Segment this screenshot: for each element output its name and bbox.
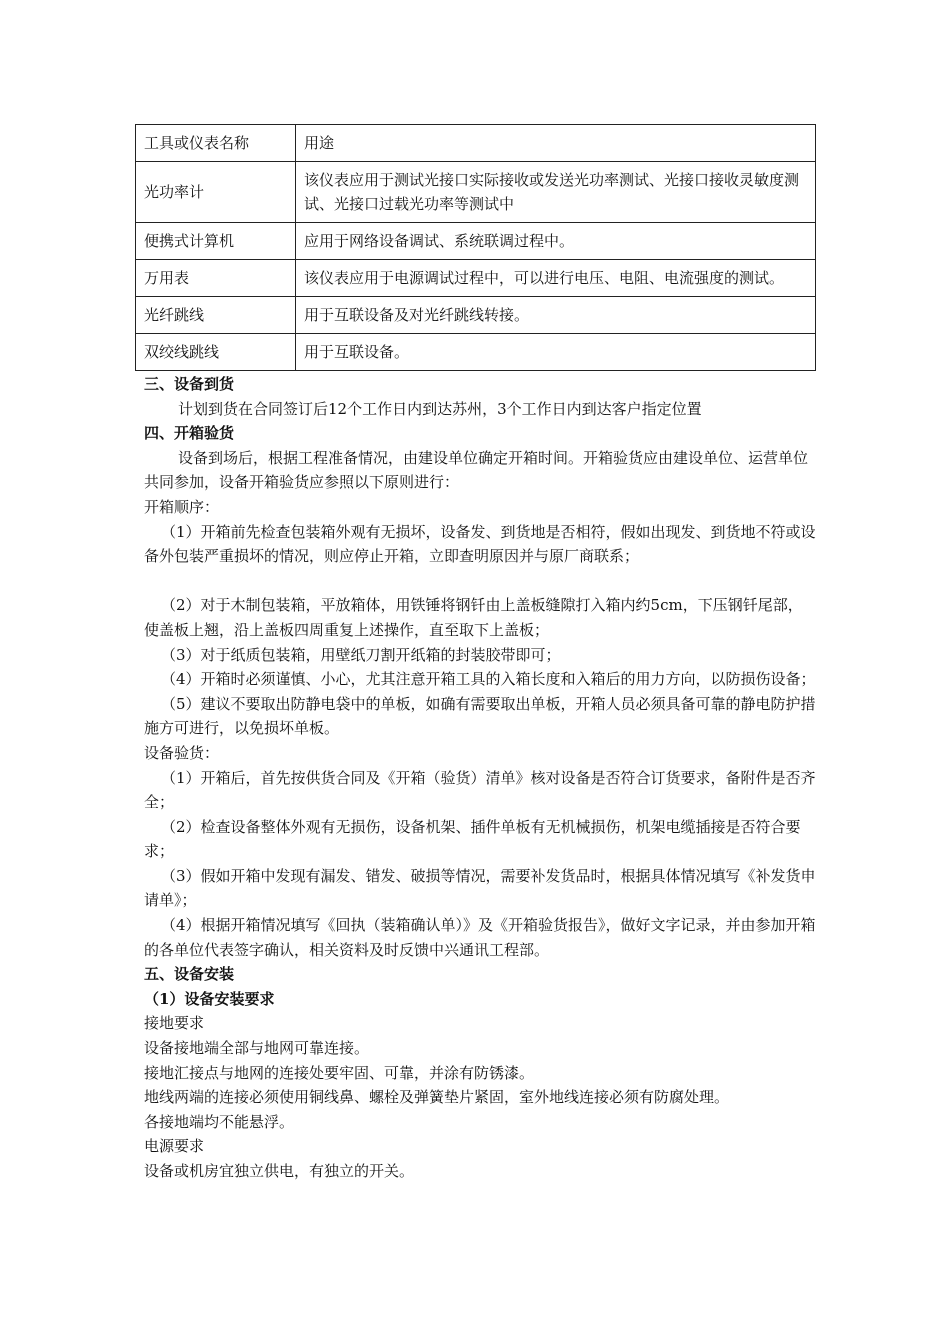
table-cell-usage: 应用于网络设备调试、系统联调过程中。 (296, 223, 816, 260)
list-item: （3）对于纸质包装箱，用壁纸刀割开纸箱的封装胶带即可； (161, 645, 561, 664)
section-heading: 五、设备安装 (144, 965, 235, 984)
paragraph: 各接地端均不能悬浮。 (144, 1112, 295, 1131)
section-heading: 四、开箱验货 (144, 424, 235, 443)
paragraph: 接地汇接点与地网的连接处要牢固、可靠，并涂有防锈漆。 (144, 1063, 535, 1082)
section-heading: 三、设备到货 (144, 375, 235, 393)
list-item: （4）开箱时必须谨慎、小心，尤其注意开箱工具的入箱长度和入箱后的用力方向，以防损伤设备； (161, 670, 816, 689)
paragraph: 设备接地端全部与地网可靠连接。 (144, 1039, 370, 1058)
list-item: （2）检查设备整体外观有无损伤，设备机架、插件单板有无机械损伤，机架电缆插接是否符合要求； (144, 817, 801, 861)
subsection-label: 开箱顺序： (144, 497, 220, 516)
list-item: （3）假如开箱中发现有漏发、错发、破损等情况，需要补发货品时，根据具体情况填写《补发货申请单》； (144, 866, 816, 910)
subsection-label: 设备验货： (144, 743, 220, 762)
table-header-cell: 用途 (296, 125, 816, 162)
table-header-cell: 工具或仪表名称 (136, 125, 296, 162)
subsection-label: 接地要求 (144, 1014, 205, 1033)
table-cell-name: 双绞线跳线 (136, 334, 296, 371)
table-cell-name: 光纤跳线 (136, 297, 296, 334)
tools-table (135, 124, 816, 371)
table-cell-name: 万用表 (136, 260, 296, 297)
subsection-label: 电源要求 (144, 1137, 205, 1156)
list-item: （1）开箱前先检查包装箱外观有无损坏，设备发、到货地是否相符，假如出现发、到货地不符或设备外包装严重损坏的情况，则应停止开箱，立即查明原因并与原厂商联系； (144, 522, 816, 566)
subsection-heading: （1）设备安装要求 (144, 989, 275, 1008)
table-row (136, 334, 816, 371)
document-body (144, 372, 816, 1184)
table-cell-usage: 用于互联设备及对光纤跳线转接。 (296, 297, 816, 334)
paragraph: 地线两端的连接必须使用铜线鼻、螺栓及弹簧垫片紧固，室外地线连接必须有防腐处理。 (144, 1088, 730, 1107)
paragraph: 设备到场后，根据工程准备情况，由建设单位确定开箱时间。开箱验货应由建设单位、运营单位共同参加，设备开箱验货应参照以下原则进行： (144, 448, 809, 492)
table-cell-usage: 该仪表应用于电源调试过程中，可以进行电压、电阻、电流强度的测试。 (296, 260, 816, 297)
table-row (136, 260, 816, 297)
list-item: （2）对于木制包装箱，平放箱体，用铁锤将钢钎由上盖板缝隙打入箱内约5cm，下压钢钎尾部，使盖板上翘，沿上盖板四周重复上述操作，直至取下上盖板； (144, 596, 803, 639)
list-item: （1）开箱后，首先按供货合同及《开箱（验货）清单》核对设备是否符合订货要求，备附件是否齐全； (144, 768, 816, 812)
table-cell-usage: 用于互联设备。 (296, 334, 816, 371)
table-header-row (136, 125, 816, 162)
paragraph: 设备或机房宜独立供电，有独立的开关。 (144, 1162, 415, 1180)
paragraph: 计划到货在合同签订后12个工作日内到达苏州，3个工作日内到达客户指定位置 (178, 399, 702, 418)
table-cell-name: 光功率计 (136, 162, 296, 223)
blank-line (144, 569, 816, 594)
table-row (136, 297, 816, 334)
table-row (136, 223, 816, 260)
table-cell-usage: 该仪表应用于测试光接口实际接收或发送光功率测试、光接口接收灵敏度测试、光接口过载光功率等测试中 (296, 162, 816, 223)
table-row (136, 162, 816, 223)
list-item: （4）根据开箱情况填写《回执（装箱确认单）》及《开箱验货报告》，做好文字记录，并由参加开箱的各单位代表签字确认，相关资料及时反馈中兴通讯工程部。 (144, 916, 816, 959)
list-item: （5）建议不要取出防静电袋中的单板，如确有需要取出单板，开箱人员必须具备可靠的静电防护措施方可进行，以免损坏单板。 (144, 694, 816, 738)
table-cell-name: 便携式计算机 (136, 223, 296, 260)
